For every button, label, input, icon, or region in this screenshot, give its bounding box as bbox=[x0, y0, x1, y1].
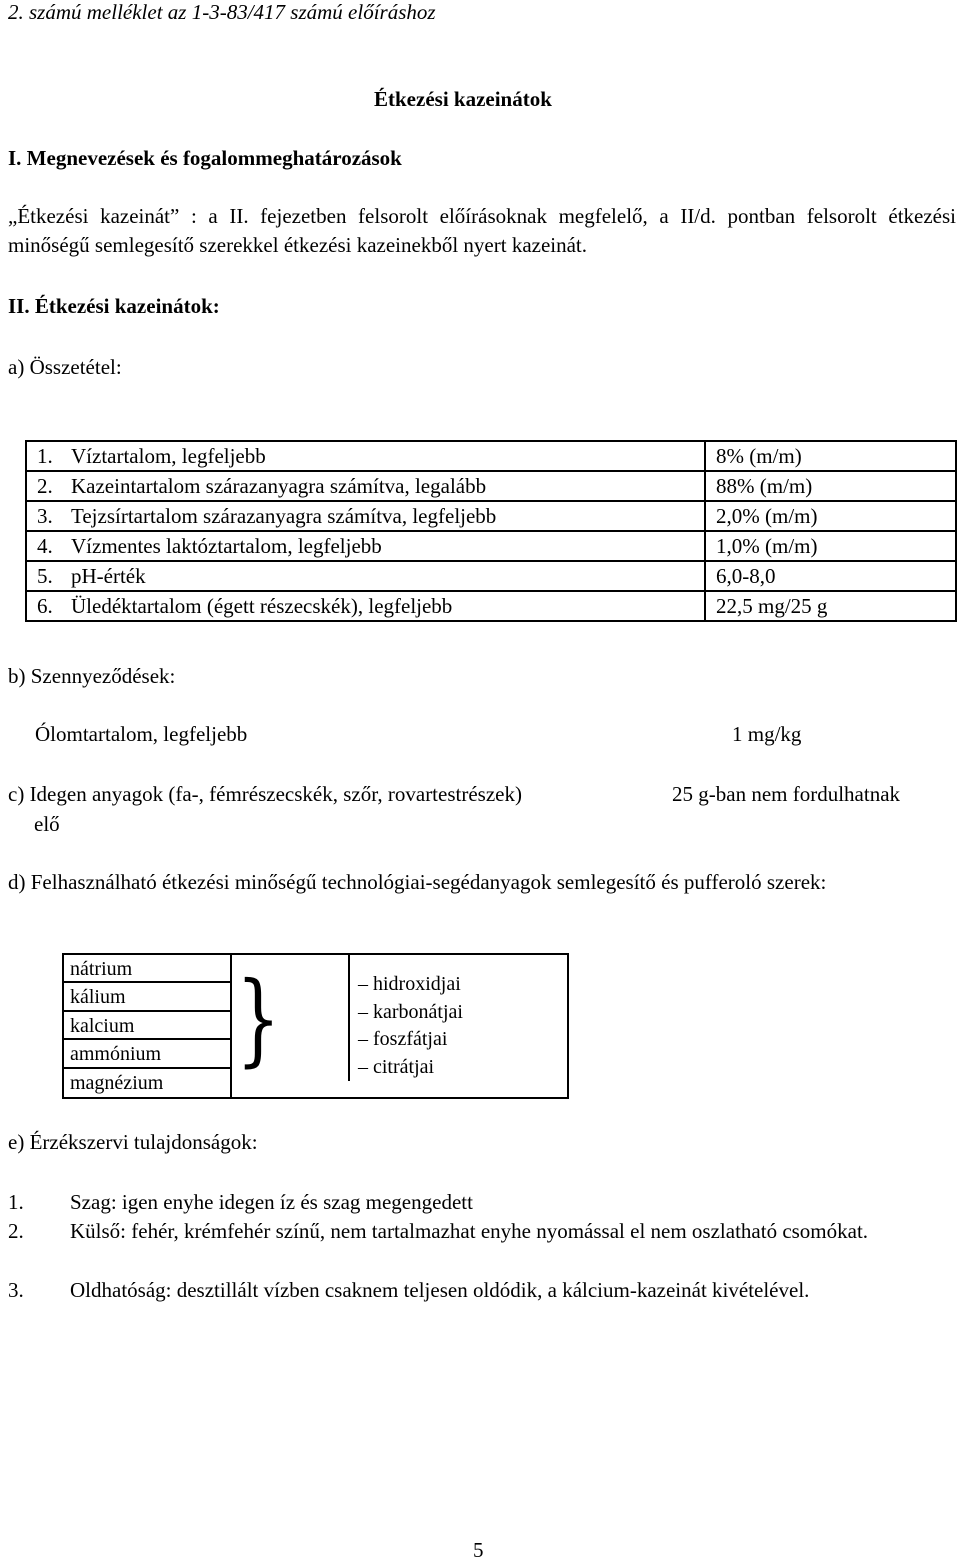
header-note: 2. számú melléklet az 1-3-83/417 számú előíráshoz bbox=[8, 0, 436, 24]
section-1-heading: I. Megnevezések és fogalommeghatározások bbox=[8, 146, 402, 170]
composition-label: a) Összetétel: bbox=[8, 355, 122, 379]
anions-list bbox=[348, 955, 463, 1081]
row-name: Víztartalom, legfeljebb bbox=[61, 441, 705, 471]
row-name: Kazeintartalom szárazanyagra számítva, legalább bbox=[61, 471, 705, 501]
list-item: nátrium bbox=[64, 955, 230, 983]
additives-box bbox=[62, 953, 569, 1099]
foreign-matter-label: c) Idegen anyagok (fa-, fémrészecskék, szőr, rovartestrészek) bbox=[8, 782, 522, 806]
list-item bbox=[8, 1217, 956, 1246]
item-text: Oldhatóság: desztillált vízben csaknem teljesen oldódik, a kálcium-kazeinát kivételével. bbox=[70, 1278, 810, 1302]
item-text: Külső: fehér, krémfehér színű, nem tartalmazhat enyhe nyomással el nem oszlatható csomókat. bbox=[70, 1219, 869, 1243]
document-title: Étkezési kazeinátok bbox=[374, 87, 552, 111]
list-item: kalcium bbox=[64, 1012, 230, 1040]
table-row bbox=[26, 591, 956, 621]
row-name: Vízmentes laktóztartalom, legfeljebb bbox=[61, 531, 705, 561]
item-number: 3. bbox=[8, 1278, 24, 1302]
lead-content-label: Ólomtartalom, legfeljebb bbox=[35, 722, 248, 746]
list-item: kálium bbox=[64, 983, 230, 1011]
row-number: 4. bbox=[26, 531, 61, 561]
list-item bbox=[8, 1188, 956, 1217]
table-row bbox=[26, 471, 956, 501]
row-value: 6,0-8,0 bbox=[705, 561, 956, 591]
item-text: Szag: igen enyhe idegen íz és szag megengedett bbox=[70, 1190, 473, 1214]
row-name: pH-érték bbox=[61, 561, 705, 591]
additives-label: d) Felhasználható étkezési minőségű technológiai-segédanyagok semlegesítő és pufferoló szerek: bbox=[8, 870, 827, 894]
foreign-matter-continuation: elő bbox=[34, 812, 60, 836]
curly-brace-icon: } bbox=[236, 960, 281, 1077]
list-item: – hidroxidjai bbox=[358, 973, 461, 995]
row-value: 2,0% (m/m) bbox=[705, 501, 956, 531]
list-item: – foszfátjai bbox=[358, 1028, 448, 1050]
row-number: 2. bbox=[26, 471, 61, 501]
row-number: 1. bbox=[26, 441, 61, 471]
table-row bbox=[26, 501, 956, 531]
lead-content-value: 1 mg/kg bbox=[732, 722, 802, 746]
row-number: 6. bbox=[26, 591, 61, 621]
table-row bbox=[26, 561, 956, 591]
foreign-matter-value: 25 g-ban nem fordulhatnak bbox=[672, 782, 901, 806]
list-item: magnézium bbox=[70, 1071, 164, 1094]
definition-paragraph: „Étkezési kazeinát” : a II. fejezetben felsorolt előírásoknak megfelelő, a II/d. pontban felsorolt étkezési minőségű semlegesítő szerekkel étkezési kazeinekből nyert kazeinát. bbox=[8, 204, 956, 257]
list-item: – citrátjai bbox=[358, 1055, 435, 1078]
list-item bbox=[8, 1276, 956, 1305]
cations-list bbox=[64, 955, 232, 1097]
item-number: 1. bbox=[8, 1190, 24, 1214]
row-value: 1,0% (m/m) bbox=[705, 531, 956, 561]
page-number: 5 bbox=[473, 1538, 484, 1562]
row-number: 5. bbox=[26, 561, 61, 591]
row-name: Tejzsírtartalom szárazanyagra számítva, legfeljebb bbox=[61, 501, 705, 531]
row-value: 88% (m/m) bbox=[705, 471, 956, 501]
composition-table bbox=[25, 440, 957, 622]
sensory-label: e) Érzékszervi tulajdonságok: bbox=[8, 1130, 258, 1154]
list-item: – karbonátjai bbox=[358, 1000, 463, 1023]
section-2-heading: II. Étkezési kazeinátok: bbox=[8, 294, 220, 318]
table-row bbox=[26, 531, 956, 561]
row-number: 3. bbox=[26, 501, 61, 531]
row-value: 22,5 mg/25 g bbox=[705, 591, 956, 621]
item-number: 2. bbox=[8, 1219, 24, 1243]
list-item: ammónium bbox=[64, 1040, 230, 1068]
row-name: Üledéktartalom (égett részecskék), legfeljebb bbox=[61, 591, 705, 621]
row-value: 8% (m/m) bbox=[705, 441, 956, 471]
table-row bbox=[26, 441, 956, 471]
contaminants-label: b) Szennyeződések: bbox=[8, 664, 176, 688]
